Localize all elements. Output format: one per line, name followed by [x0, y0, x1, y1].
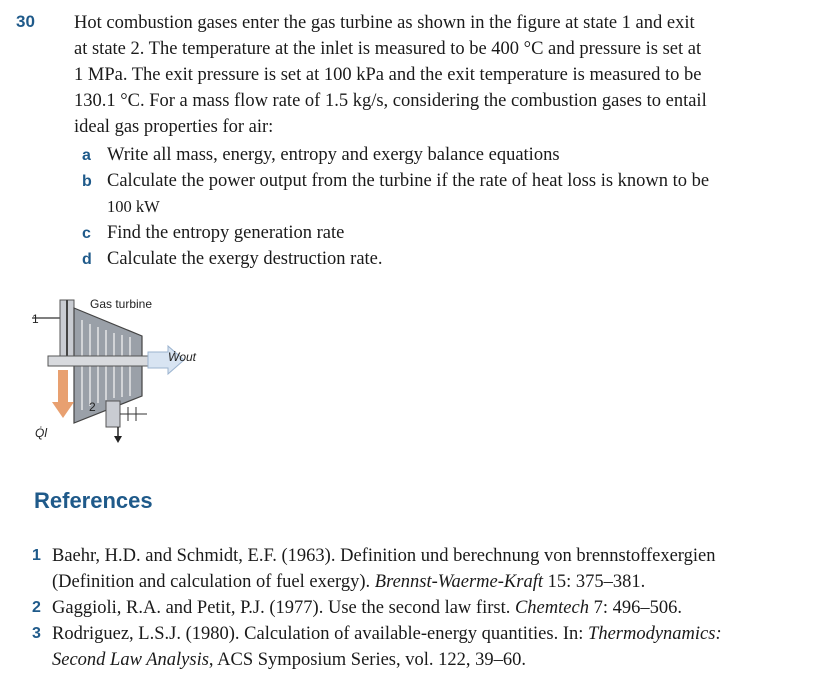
heat-arrow-head	[52, 402, 74, 418]
references-list	[32, 543, 792, 673]
part-text: Write all mass, energy, entropy and exergy balance equations	[107, 145, 560, 165]
reference-text	[52, 595, 792, 621]
state-1-label: 1	[32, 312, 39, 326]
part-a	[82, 143, 782, 168]
shaft	[48, 356, 148, 366]
reference-text	[52, 543, 792, 595]
problem-line: 1 MPa. The exit pressure is set at 100 kPa and the exit temperature is measured to be	[74, 65, 702, 85]
reference-number: 2	[32, 599, 41, 616]
heat-arrow-body	[58, 370, 68, 402]
ref-journal: Second Law Analysis	[52, 650, 209, 670]
problem-statement	[74, 10, 794, 140]
state-2-label: 2	[89, 400, 96, 414]
exit-duct	[106, 401, 120, 427]
part-text-line1: Calculate the power output from the turbine if the rate of heat loss is known to be	[107, 171, 710, 191]
ref-part: 7: 496–506.	[588, 598, 682, 618]
turbine-diagram	[22, 288, 222, 453]
problem-line: Hot combustion gases enter the gas turbine as shown in the figure at state 1 and exit	[74, 13, 695, 33]
part-b	[82, 169, 782, 220]
part-letter: d	[82, 251, 92, 268]
problem-line: ideal gas properties for air:	[74, 117, 274, 137]
problem-line: at state 2. The temperature at the inlet is measured to be 400 °C and pressure is set at	[74, 39, 702, 59]
reference-number: 3	[32, 625, 41, 642]
ref-part: Gaggioli, R.A. and Petit, P.J. (1977). Use the second law first.	[52, 598, 515, 618]
ref-part: , ACS Symposium Series, vol. 122, 39–60.	[208, 650, 527, 670]
ref-journal: Chemtech	[514, 598, 589, 618]
ref-journal: Thermodynamics:	[588, 624, 722, 644]
ref-journal: Brennst-Waerme-Kraft	[374, 572, 543, 592]
part-text: Calculate the exergy destruction rate.	[107, 249, 383, 269]
figure-title: Gas turbine	[90, 297, 153, 311]
references-heading: References	[34, 488, 153, 513]
reference-item	[32, 621, 792, 673]
part-letter: a	[82, 147, 91, 164]
ref-part: Baehr, H.D. and Schmidt, E.F. (1963). Definition und berechnung von brennstoffexergien	[52, 546, 716, 566]
gas-turbine-figure	[22, 288, 222, 453]
part-letter: c	[82, 225, 91, 242]
ref-part: (Definition and calculation of fuel exergy).	[52, 572, 375, 592]
part-text: Find the entropy generation rate	[107, 223, 345, 243]
work-out-label: Ẇout	[168, 350, 197, 364]
problem-number: 30	[16, 12, 35, 31]
heat-loss-label: Q̇l	[35, 426, 47, 440]
reference-text	[52, 621, 792, 673]
part-text	[107, 169, 782, 220]
problem-parts	[82, 143, 782, 273]
reference-item	[32, 595, 792, 621]
part-c	[82, 221, 782, 246]
ref-part: 15: 375–381.	[542, 572, 646, 592]
part-letter: b	[82, 173, 92, 190]
problem-line: 130.1 °C. For a mass flow rate of 1.5 kg/s, considering the combustion gases to entail	[74, 91, 707, 111]
ref-part: Rodriguez, L.S.J. (1980). Calculation of available-energy quantities. In:	[52, 624, 589, 644]
part-text-line2: 100 kW	[107, 197, 160, 216]
reference-item	[32, 543, 792, 595]
reference-number: 1	[32, 547, 41, 564]
part-d	[82, 247, 782, 272]
